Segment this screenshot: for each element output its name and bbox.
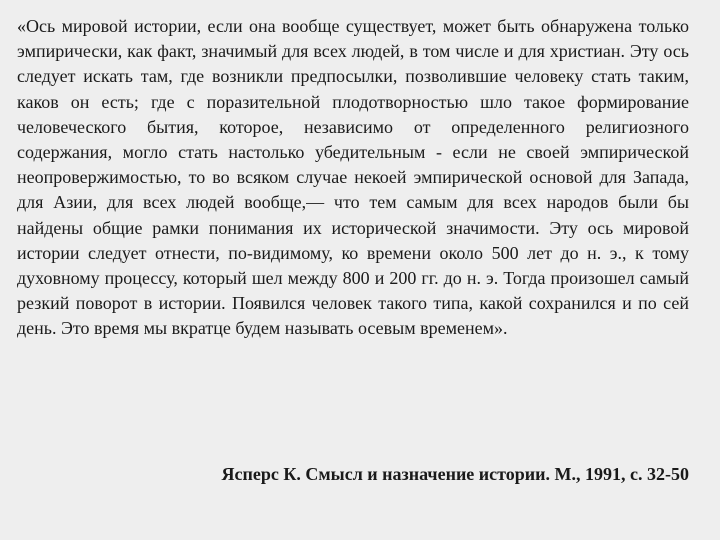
citation-text: Ясперс К. Смысл и назначение истории. М., 1991, с. 32-50 [221,464,689,484]
quote-text: «Ось мировой истории, если она вообще существует, может быть обнаружена только эмпирически, как факт, значимый для всех людей, в том числе и для христиан. Эту ось следует искать там, где возникли предпосылки, позволившие человеку стать таким, каков он есть; где с поразительной плодотворностью шло такое формирование человеческого бытия, которое, независимо от определенного религиозного содержания, могло стать настолько убедительным - если не своей эмпирической неопровержимостью, то во всяком случае некоей эмпирической основой для Запада, для Азии, для всех людей вообще,— что тем самым для всех народов были бы найдены общие рамки понимания их исторической значимости. Эту ось мировой истории следует отнести, по-видимому, ко времени около 500 лет до н. э., к тому духовному процессу, который шел между 800 и 200 гг. до н. э. Тогда произошел самый резкий поворот в истории. Появился человек такого типа, какой сохранился и по сей день. Это время мы вкратце будем называть осевым временем». [17,16,689,339]
